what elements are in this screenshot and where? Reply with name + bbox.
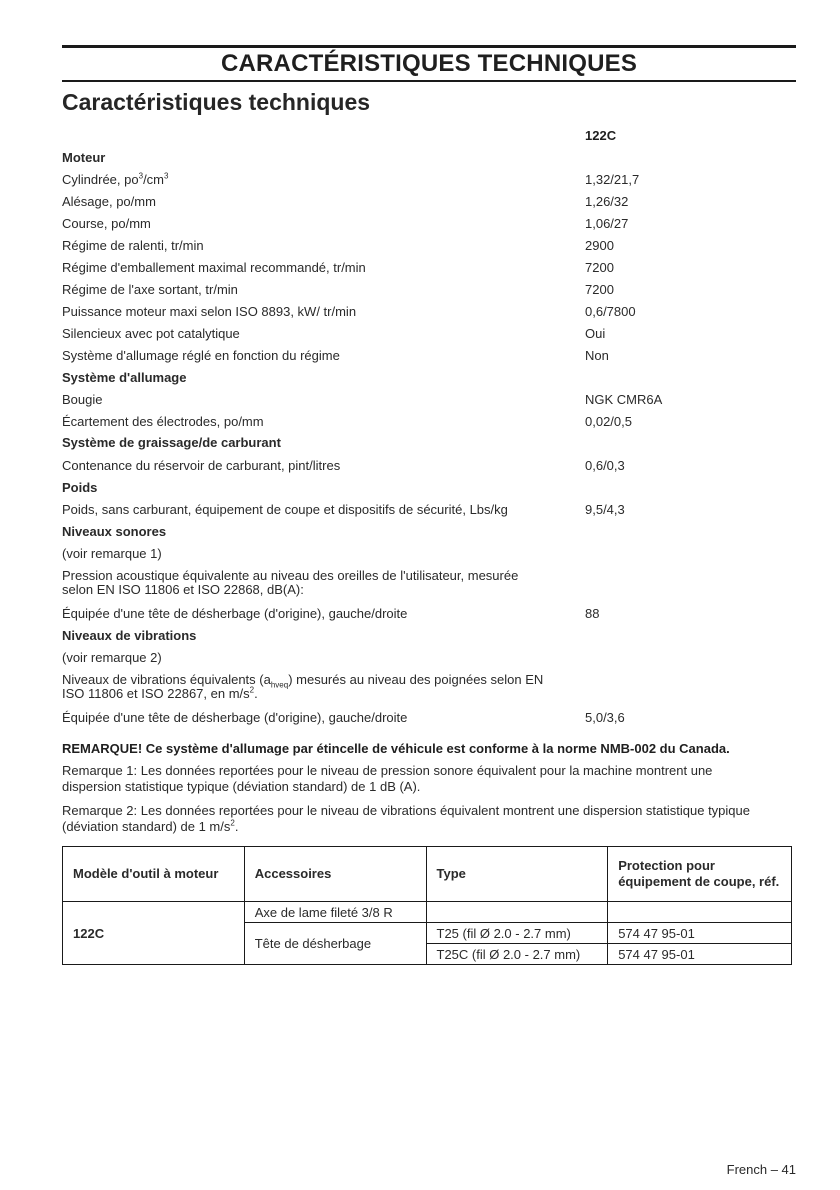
cell-trimmer-head: Tête de désherbage <box>244 923 426 965</box>
remark-note-2: Remarque 2: Les données reportées pour le niveau de vibrations équivalent montrent une dispersion statistique typique (déviation standard) de 1 $m/s^2$. <box>62 803 750 834</box>
spec-value: NGK CMR6A <box>585 392 663 407</box>
spec-label: Écartement des électrodes, po/mm <box>62 414 264 429</box>
page-number: French – 41 <box>726 1162 796 1177</box>
main-remark: REMARQUE! Ce système d'allumage par étincelle de véhicule est conforme à la norme NMB-002 du Canada. <box>62 741 730 756</box>
section-allumage <box>62 371 796 385</box>
spec-label: Alésage, po/mm <box>62 194 156 209</box>
header-model: Modèle d'outil à moteur <box>63 847 245 902</box>
spec-label: Silencieux avec pot catalytique <box>62 326 240 341</box>
spec-label: Bougie <box>62 392 103 407</box>
cell-empty-ref <box>608 902 792 923</box>
spec-value: 1,06/27 <box>585 216 629 231</box>
section-title: Système d'allumage <box>62 370 187 385</box>
accessories-table <box>62 846 792 965</box>
spec-value: 88 <box>585 606 600 621</box>
section-title: Système de graissage/de carburant <box>62 435 281 450</box>
spec-value: 0,6/0,3 <box>585 458 625 473</box>
section-banner: CARACTÉRISTIQUES TECHNIQUES <box>220 50 638 77</box>
spec-label: Puissance moteur maxi selon ISO 8893, kW/ tr/min <box>62 304 357 319</box>
spec-value: 9,5/4,3 <box>585 502 625 517</box>
spec-value: Non <box>585 348 609 363</box>
section-sonores <box>62 525 796 539</box>
spec-label: Régime de l'axe sortant, tr/min <box>62 282 238 297</box>
spec-label: Régime de ralenti, tr/min <box>62 238 204 253</box>
spec-value: 1,32/21,7 <box>585 172 640 187</box>
section-poids <box>62 481 796 495</box>
spec-value: 0,02/0,5 <box>585 414 632 429</box>
header-protection: Protection pour équipement de coupe, réf. <box>608 847 792 902</box>
model-column-header: 122C <box>585 128 617 143</box>
spec-label: Régime d'emballement maximal recommandé, tr/min <box>62 260 366 275</box>
section-title: Niveaux de vibrations <box>62 628 197 643</box>
cell-type-2: T25C (fil Ø 2.0 - 2.7 mm) <box>426 944 608 965</box>
spec-label: Niveaux de vibrations équivalents $(a_{hveq})$ mesurés au niveau des poignées selon EN ISO 11806 et ISO 22867, en $m/s^2$. <box>62 672 544 701</box>
spec-label: Contenance du réservoir de carburant, pint/litres <box>62 458 341 473</box>
spec-value: Oui <box>585 326 606 341</box>
header-type: Type <box>426 847 608 902</box>
section-vibrations <box>62 629 796 643</box>
spec-label: Équipée d'une tête de désherbage (d'origine), gauche/droite <box>62 606 408 621</box>
spec-value: 0,6/7800 <box>585 304 636 319</box>
spec-label: Poids, sans carburant, équipement de coupe et dispositifs de sécurité, Lbs/kg <box>62 502 508 517</box>
cell-type-1: T25 (fil Ø 2.0 - 2.7 mm) <box>426 923 608 944</box>
section-title: Poids <box>62 480 98 495</box>
table-header-row <box>63 847 792 902</box>
spec-value: 2900 <box>585 238 614 253</box>
cell-ref-1: 574 47 95-01 <box>608 923 792 944</box>
spec-label: Pression acoustique équivalente au niveau des oreilles de l'utilisateur, mesurée selon EN ISO 11806 et ISO 22868, dB(A): <box>62 568 519 597</box>
section-title: Niveaux sonores <box>62 524 167 539</box>
spec-label: Course, po/mm <box>62 216 151 231</box>
spec-label: Système d'allumage réglé en fonction du régime <box>62 348 340 363</box>
section-graissage <box>62 436 796 450</box>
spec-value: 1,26/32 <box>585 194 629 209</box>
header-accessories: Accessoires <box>244 847 426 902</box>
section-moteur <box>62 151 796 165</box>
spec-value: 5,0/3,6 <box>585 710 625 725</box>
spec-value: 7200 <box>585 260 614 275</box>
page-title: Caractéristiques techniques <box>62 89 371 115</box>
cell-blade-axis: Axe de lame fileté 3/8 R <box>244 902 426 923</box>
cell-model: 122C <box>63 902 245 965</box>
section-title: Moteur <box>62 150 106 165</box>
spec-value: 7200 <box>585 282 614 297</box>
remark-note-1: Remarque 1: Les données reportées pour le niveau de pression sonore équivalent pour la machine montrent une dispersion statistique typique (déviation standard) de 1 dB (A). <box>62 763 713 794</box>
spec-note: (voir remarque 1) <box>62 546 162 561</box>
spec-label: Cylindrée, $po^3/cm^3$ <box>62 171 169 187</box>
spec-note: (voir remarque 2) <box>62 650 162 665</box>
bottom-rule <box>62 80 796 82</box>
spec-label: Équipée d'une tête de désherbage (d'origine), gauche/droite <box>62 710 408 725</box>
table-row <box>63 902 792 923</box>
cell-empty-type <box>426 902 608 923</box>
cell-ref-2: 574 47 95-01 <box>608 944 792 965</box>
